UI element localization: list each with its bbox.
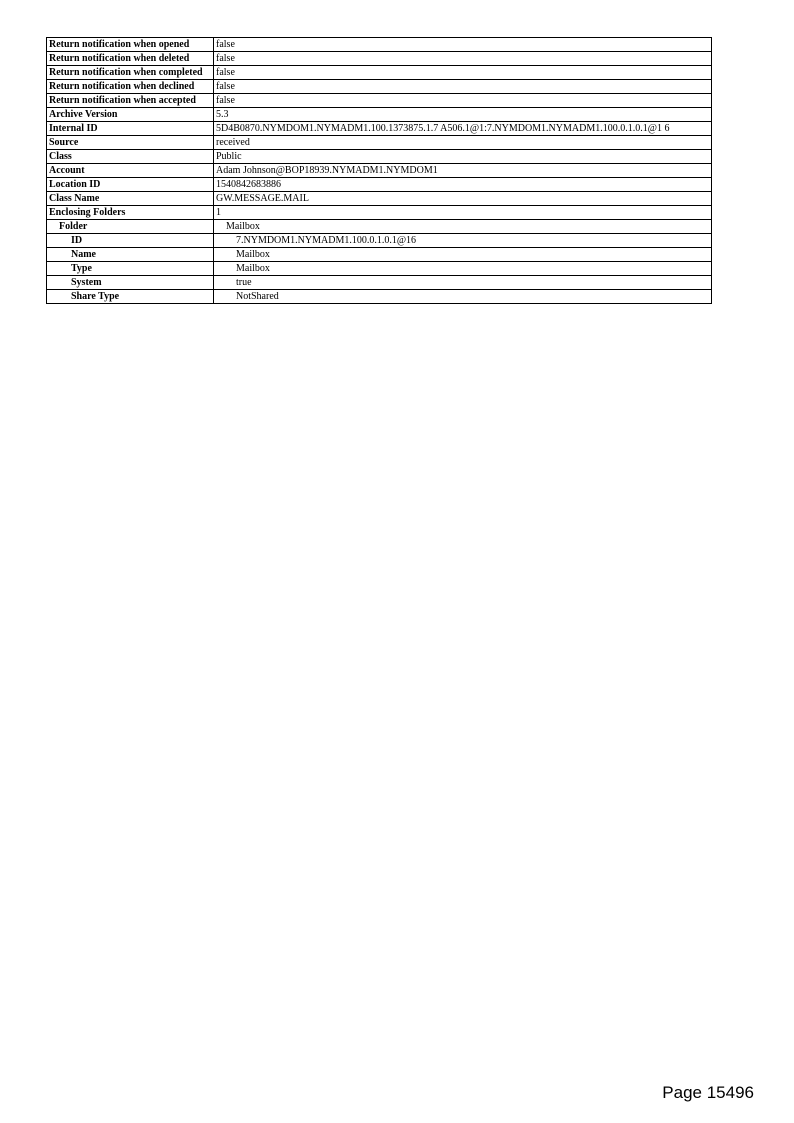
table-row [47, 234, 712, 248]
properties-table [46, 37, 712, 304]
row-value: false [214, 66, 712, 80]
table-row [47, 150, 712, 164]
row-key: Archive Version [47, 108, 214, 122]
row-key: Internal ID [47, 122, 214, 136]
row-value: Mailbox [214, 248, 712, 262]
row-value: 5.3 [214, 108, 712, 122]
row-key: Return notification when accepted [47, 94, 214, 108]
row-key: Enclosing Folders [47, 206, 214, 220]
table-row [47, 178, 712, 192]
row-key: Class Name [47, 192, 214, 206]
row-key: Return notification when completed [47, 66, 214, 80]
row-key: Folder [47, 220, 214, 234]
row-value: false [214, 52, 712, 66]
row-key: Account [47, 164, 214, 178]
row-value: 1540842683886 [214, 178, 712, 192]
table-row [47, 38, 712, 52]
table-row [47, 122, 712, 136]
row-value: true [214, 276, 712, 290]
row-value: Mailbox [214, 220, 712, 234]
row-value: 1 [214, 206, 712, 220]
row-value: false [214, 94, 712, 108]
table-row [47, 290, 712, 304]
row-value: 5D4B0870.NYMDOM1.NYMADM1.100.1373875.1.7 A506.1@1:7.NYMDOM1.NYMADM1.100.0.1.0.1@1 6 [214, 122, 712, 136]
row-key: Return notification when deleted [47, 52, 214, 66]
table-row [47, 192, 712, 206]
row-key: Source [47, 136, 214, 150]
row-key: System [47, 276, 214, 290]
table-row [47, 136, 712, 150]
table-row [47, 66, 712, 80]
row-value: Public [214, 150, 712, 164]
row-key: Class [47, 150, 214, 164]
table-row [47, 52, 712, 66]
row-value: Adam Johnson@BOP18939.NYMADM1.NYMDOM1 [214, 164, 712, 178]
row-value: Mailbox [214, 262, 712, 276]
table-row [47, 94, 712, 108]
row-value: false [214, 80, 712, 94]
row-key: Share Type [47, 290, 214, 304]
row-value: NotShared [214, 290, 712, 304]
table-row [47, 262, 712, 276]
table-row [47, 164, 712, 178]
row-key: ID [47, 234, 214, 248]
row-value: false [214, 38, 712, 52]
page-number: Page 15496 [662, 1083, 754, 1102]
row-value: received [214, 136, 712, 150]
table-row [47, 248, 712, 262]
table-row [47, 108, 712, 122]
table-row [47, 276, 712, 290]
row-key: Type [47, 262, 214, 276]
table-row [47, 220, 712, 234]
row-value: GW.MESSAGE.MAIL [214, 192, 712, 206]
row-value: 7.NYMDOM1.NYMADM1.100.0.1.0.1@16 [214, 234, 712, 248]
row-key: Name [47, 248, 214, 262]
table-row [47, 206, 712, 220]
row-key: Return notification when opened [47, 38, 214, 52]
row-key: Return notification when declined [47, 80, 214, 94]
row-key: Location ID [47, 178, 214, 192]
table-row [47, 80, 712, 94]
